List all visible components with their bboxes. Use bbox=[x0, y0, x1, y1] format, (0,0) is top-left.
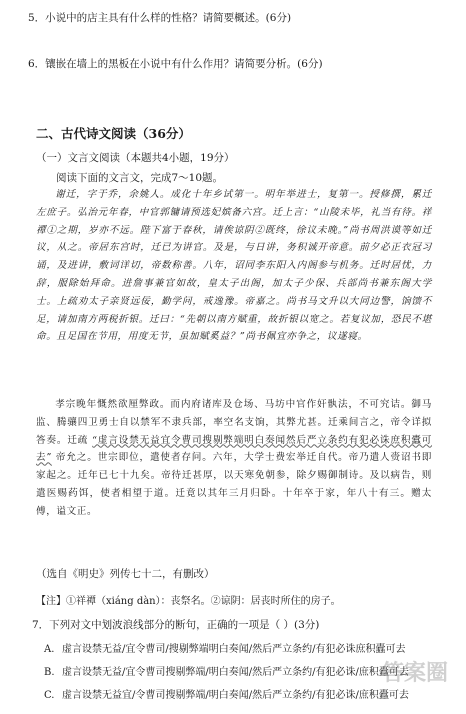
boxed-passage: “虚言设禁无益宜令曹司搜剔弊端明白奏闻然后严立条约有犯必诛庶积蠹可去” bbox=[36, 434, 432, 464]
option-a[interactable] bbox=[44, 640, 405, 655]
passage-source: （选自《明史》列传七十二，有删改） bbox=[36, 568, 215, 580]
option-b-label: B. bbox=[44, 667, 55, 678]
question-5: 5．小说中的店主具有什么样的性格？请简要概述。(6分) bbox=[28, 12, 292, 24]
section-title: 二、古代诗文阅读（36分） bbox=[36, 126, 191, 141]
watermark-logo: 答案圈 bbox=[381, 661, 448, 686]
option-b-text: 虚言设禁无益/宜令曹司搜剔弊端/明白奏闻/然后严立条约/有犯必诛/庶积蠹可去 bbox=[62, 667, 409, 678]
footnote: 【注】①祥禫（xiáng dàn）：丧祭名。②谅阴：居丧时所住的房子。 bbox=[36, 596, 341, 607]
section-instruction: 阅读下面的文言文，完成7～10题。 bbox=[56, 172, 224, 184]
section-subtitle: （一）文言文阅读（本题共4小题，19分） bbox=[36, 152, 235, 164]
option-a-label: A. bbox=[44, 644, 55, 655]
question-7-stem: 7．下列对文中划波浪线部分的断句，正确的一项是（ ）(3分) bbox=[32, 619, 320, 631]
option-b[interactable] bbox=[44, 663, 409, 678]
option-a-text: 虚言设禁无益/宜令曹司/搜剔弊端明白奏闻/然后严立条约/有犯必诛庶积蠹可去 bbox=[62, 644, 406, 655]
option-c-label: C. bbox=[44, 690, 55, 701]
passage-paragraph-2-text: 孝宗晚年慨然欲厘弊政。而内府诸库及仓场、马坊中官作奸骫法，不可究诘。御马监、腾骧四卫勇士自以禁军不隶兵部，率空名支饷，其弊尤甚。迁乘间言之，帝令详拟答奏。迁疏 bbox=[36, 399, 432, 446]
passage-paragraph-2 bbox=[36, 396, 432, 521]
question-6: 6．镶嵌在墙上的黑板在小说中有什么作用？请简要分析。(6分) bbox=[28, 58, 323, 70]
option-c-text: 虚言设禁无益宜/令曹司搜剔弊端/明白奏闻/然后严立条约/有犯必诛/庶积蠹可去 bbox=[62, 690, 409, 701]
passage-paragraph-1: 谢迁，字于乔，余姚人。成化十年乡试第一。明年举进士，复第一。授修撰，累迁左庶子。弘治元年春，中官郭镛请预选妃嫔备六宫。迁上言：“山陵未毕，礼当有待。祥禫①之期，岁亦不远。陛下富于春秋，请俟谅阴②既终，徐议未晚。”尚书周洪谟等如迁议，从之。帝居东宫时，迁已为讲官。及是，与日讲，务积诚开帝意。前夕必正衣冠习诵，及进讲，敷词详切，帝数称善。八年，诏同李东阳入内阁参与机务。迁时居忧，力辞，服除始拜命。进詹事兼官如故，皇太子出阁，加太子少保、兵部尚书兼东阁大学士。上疏劝太子亲贤远佞，勤学问，戒逸豫。帝嘉之。尚书马文升以大同边警，饷馈不足，请加南方两税折银。迁曰：“先朝以南方赋重，故折银以宽之。若复议加，恐民不堪命。且足国在节用，用度无节，虽加赋奚益？”尚书佩宜亦争之，议遂寝。 bbox=[36, 189, 432, 343]
passage-paragraph-3-text: 帝允之。世宗即位，遣使者存问。六年，大学士费宏举迁自代。帝乃遣人赍诏书即家起之。迁年已七十九矣。帝待迁甚厚，以天寒免朝参，除夕赐御制诗。及以病告，则遣医赐药饵，使者相望于道。迁竟以其年三月归卧。十年卒于家，年八十有三。赠太傅，谥文正。 bbox=[36, 452, 432, 517]
option-c[interactable] bbox=[44, 686, 409, 701]
